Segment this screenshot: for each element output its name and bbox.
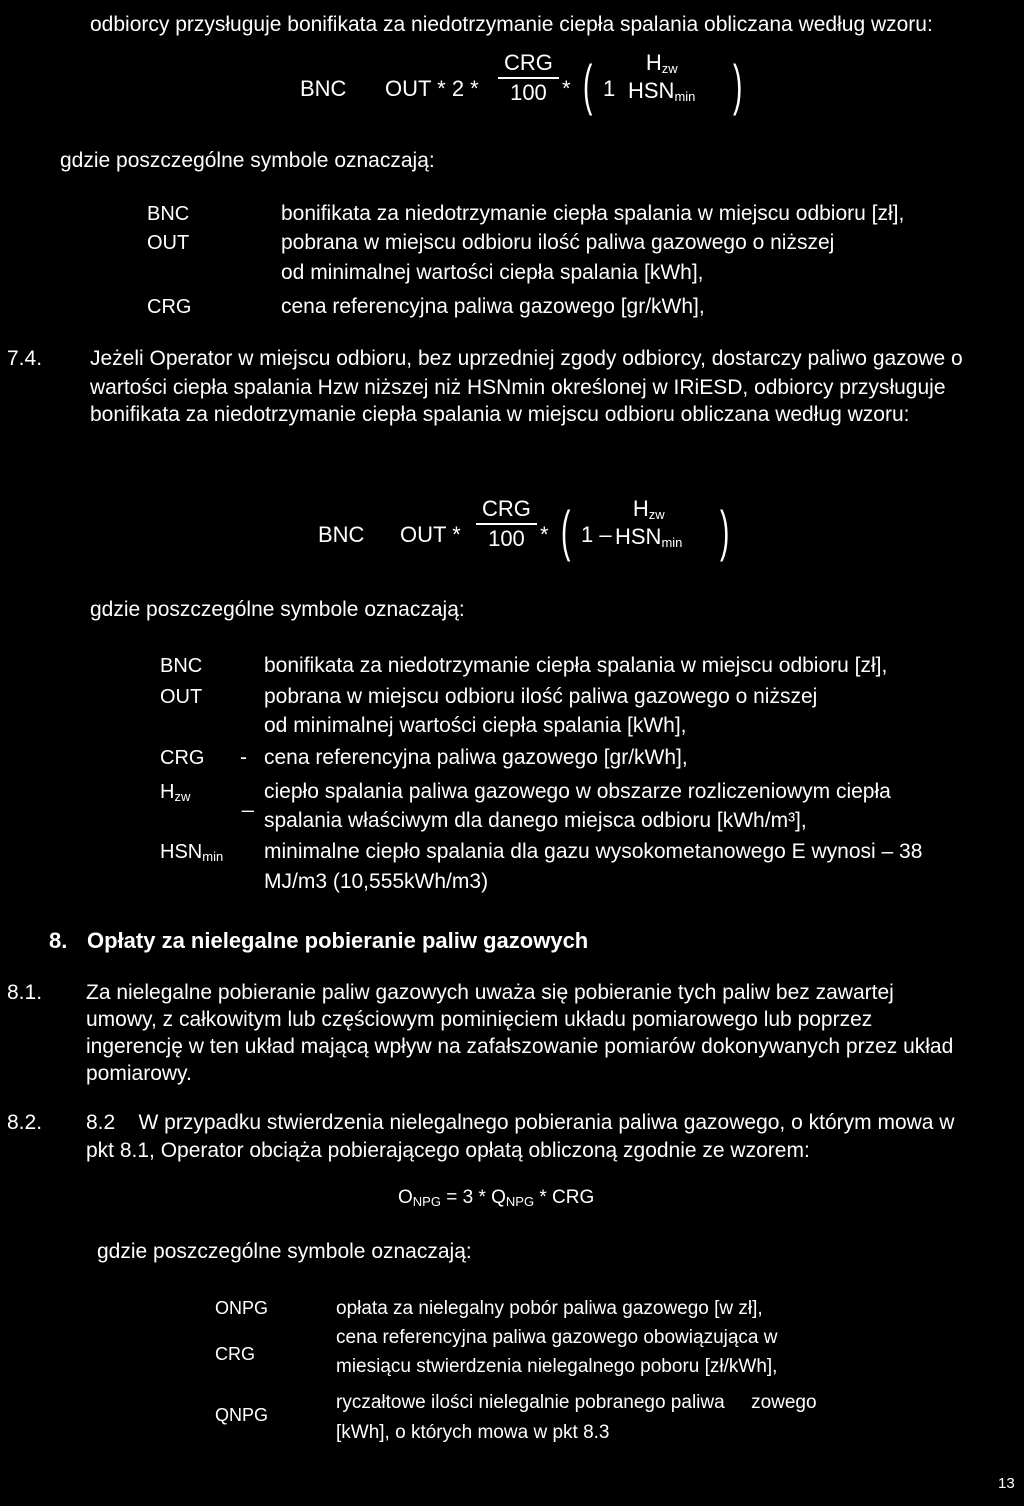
def-symbol: CRG: [147, 296, 192, 318]
def-text: miesiącu stwierdzenia nielegalnego poboru [zł/kWh],: [336, 1356, 778, 1377]
right-paren: ): [733, 53, 743, 116]
def-symbol: BNC: [160, 655, 203, 677]
fraction-denominator: 100: [488, 526, 525, 551]
def-text: bonifikata za niedotrzymanie ciepła spalania w miejscu odbioru [zł],: [281, 202, 905, 225]
paragraph-line: ingerencję w ten układ mającą wpływ na zafałszowanie pomiarów dokonywanych przez układ: [86, 1035, 954, 1058]
def-symbol: CRG: [160, 747, 205, 769]
section-number: 8.2.: [7, 1111, 43, 1134]
def-text: minimalne ciepło spalania dla gazu wysokometanowego E wynosi – 38: [264, 840, 923, 863]
paragraph-line: pomiarowy.: [86, 1062, 192, 1085]
fraction-numerator: CRG: [498, 50, 559, 79]
def-symbol: OUT: [147, 232, 190, 254]
symbols-intro: gdzie poszczególne symbole oznaczają:: [97, 1240, 472, 1263]
paragraph-line: wartości ciepła spalania Hzw niższej niż HSNmin określonej w IRiESD, odbiorcy przysługuje: [90, 376, 946, 399]
formula-hzw-fraction: [615, 496, 682, 550]
paragraph-line: umowy, z całkowitym lub częściowym pominięciem układu pomiarowego lub poprzez: [86, 1008, 873, 1031]
formula-one-minus: 1 –: [581, 522, 612, 547]
formula-crg-fraction: [476, 496, 537, 552]
symbols-intro: gdzie poszczególne symbole oznaczają:: [90, 598, 465, 621]
formula-bnc-2: [0, 496, 1024, 566]
fraction-denominator: 100: [510, 80, 547, 105]
right-paren: ): [720, 499, 730, 562]
paragraph-line: Za nielegalne pobieranie paliw gazowych uważa się pobieranie tych paliw bez zawartej: [86, 981, 894, 1004]
section-number: 8.: [49, 928, 68, 953]
fraction-numerator: $H_{zw}$: [632, 496, 665, 522]
fraction-denominator: $HSN_{min}$: [615, 524, 683, 550]
paragraph-line: Jeżeli Operator w miejscu odbioru, bez uprzedniej zgody odbiorcy, dostarczy paliwo gazowe o: [90, 347, 963, 370]
def-text: ryczałtowe ilości nielegalnie pobranego paliwa zowego: [336, 1392, 817, 1413]
def-text: pobrana w miejscu odbioru ilość paliwa gazowego o niższej: [281, 231, 835, 254]
def-dash: -: [240, 746, 247, 769]
def-symbol: ONPG: [215, 1298, 269, 1318]
def-dash: _: [242, 790, 254, 813]
formula-multiply: *: [540, 522, 549, 547]
section-number: 7.4.: [7, 347, 43, 370]
def-text: [kWh], o których mowa w pkt 8.3: [336, 1422, 610, 1443]
fraction-numerator: $H_{zw}$: [645, 50, 678, 76]
formula-onpg: $O_{NPG} = 3 * Q_{NPG}$ * CRG: [398, 1187, 595, 1209]
fraction-denominator: $HSN_{min}$: [628, 78, 696, 104]
formula-one: 1: [603, 76, 616, 101]
intro-line: odbiorcy przysługuje bonifikata za niedotrzymanie ciepła spalania obliczana według wzoru:: [90, 13, 933, 36]
paragraph-line: bonifikata za niedotrzymanie ciepła spalania w miejscu odbioru obliczana według wzoru:: [90, 403, 910, 426]
formula-bnc-label: BNC: [318, 522, 365, 547]
paragraph-line: pkt 8.1, Operator obciąża pobierającego opłatą obliczoną zgodnie ze wzorem:: [86, 1139, 810, 1162]
def-symbol: QNPG: [215, 1405, 269, 1425]
def-text: opłata za nielegalny pobór paliwa gazowego [w zł],: [336, 1298, 763, 1319]
section-title: Opłaty za nielegalne pobieranie paliw gazowych: [87, 928, 589, 953]
def-symbol: CRG: [215, 1344, 255, 1364]
fraction-numerator: CRG: [476, 496, 537, 525]
symbols-intro: gdzie poszczególne symbole oznaczają:: [60, 149, 435, 172]
formula-hzw-fraction: [628, 50, 695, 104]
formula-out-part: OUT * 2 *: [385, 76, 479, 101]
page-number: 13: [998, 1475, 1015, 1492]
def-symbol: $HSN_{min}$: [160, 841, 224, 864]
def-text: od minimalnej wartości ciepła spalania [kWh],: [264, 714, 687, 737]
def-text: bonifikata za niedotrzymanie ciepła spalania w miejscu odbioru [zł],: [264, 654, 888, 677]
formula-out-part: OUT *: [400, 522, 461, 547]
left-paren: (: [561, 499, 571, 562]
formula-crg-fraction: [498, 50, 559, 106]
formula-bnc-label: BNC: [300, 76, 347, 101]
left-paren: (: [583, 53, 593, 116]
def-symbol: $H_{zw}$: [160, 781, 191, 804]
def-text: cena referencyjna paliwa gazowego [gr/kWh],: [281, 295, 705, 318]
def-text: MJ/m3 (10,555kWh/m3): [264, 870, 489, 893]
formula-multiply: *: [562, 76, 571, 101]
def-text: spalania właściwym dla danego miejsca odbioru [kWh/m³],: [264, 809, 807, 832]
formula-bnc-1: [0, 50, 1024, 120]
def-text: cena referencyjna paliwa gazowego obowiązująca w: [336, 1327, 778, 1348]
def-text: cena referencyjna paliwa gazowego [gr/kWh],: [264, 746, 688, 769]
def-symbol: BNC: [147, 203, 190, 225]
def-symbol: OUT: [160, 686, 203, 708]
def-text: pobrana w miejscu odbioru ilość paliwa gazowego o niższej: [264, 685, 818, 708]
def-text: od minimalnej wartości ciepła spalania [kWh],: [281, 261, 704, 284]
def-text: ciepło spalania paliwa gazowego w obszarze rozliczeniowym ciepła: [264, 780, 891, 803]
paragraph-line: 8.2 W przypadku stwierdzenia nielegalnego pobierania paliwa gazowego, o którym mowa w: [86, 1111, 955, 1134]
section-number: 8.1.: [7, 981, 43, 1004]
